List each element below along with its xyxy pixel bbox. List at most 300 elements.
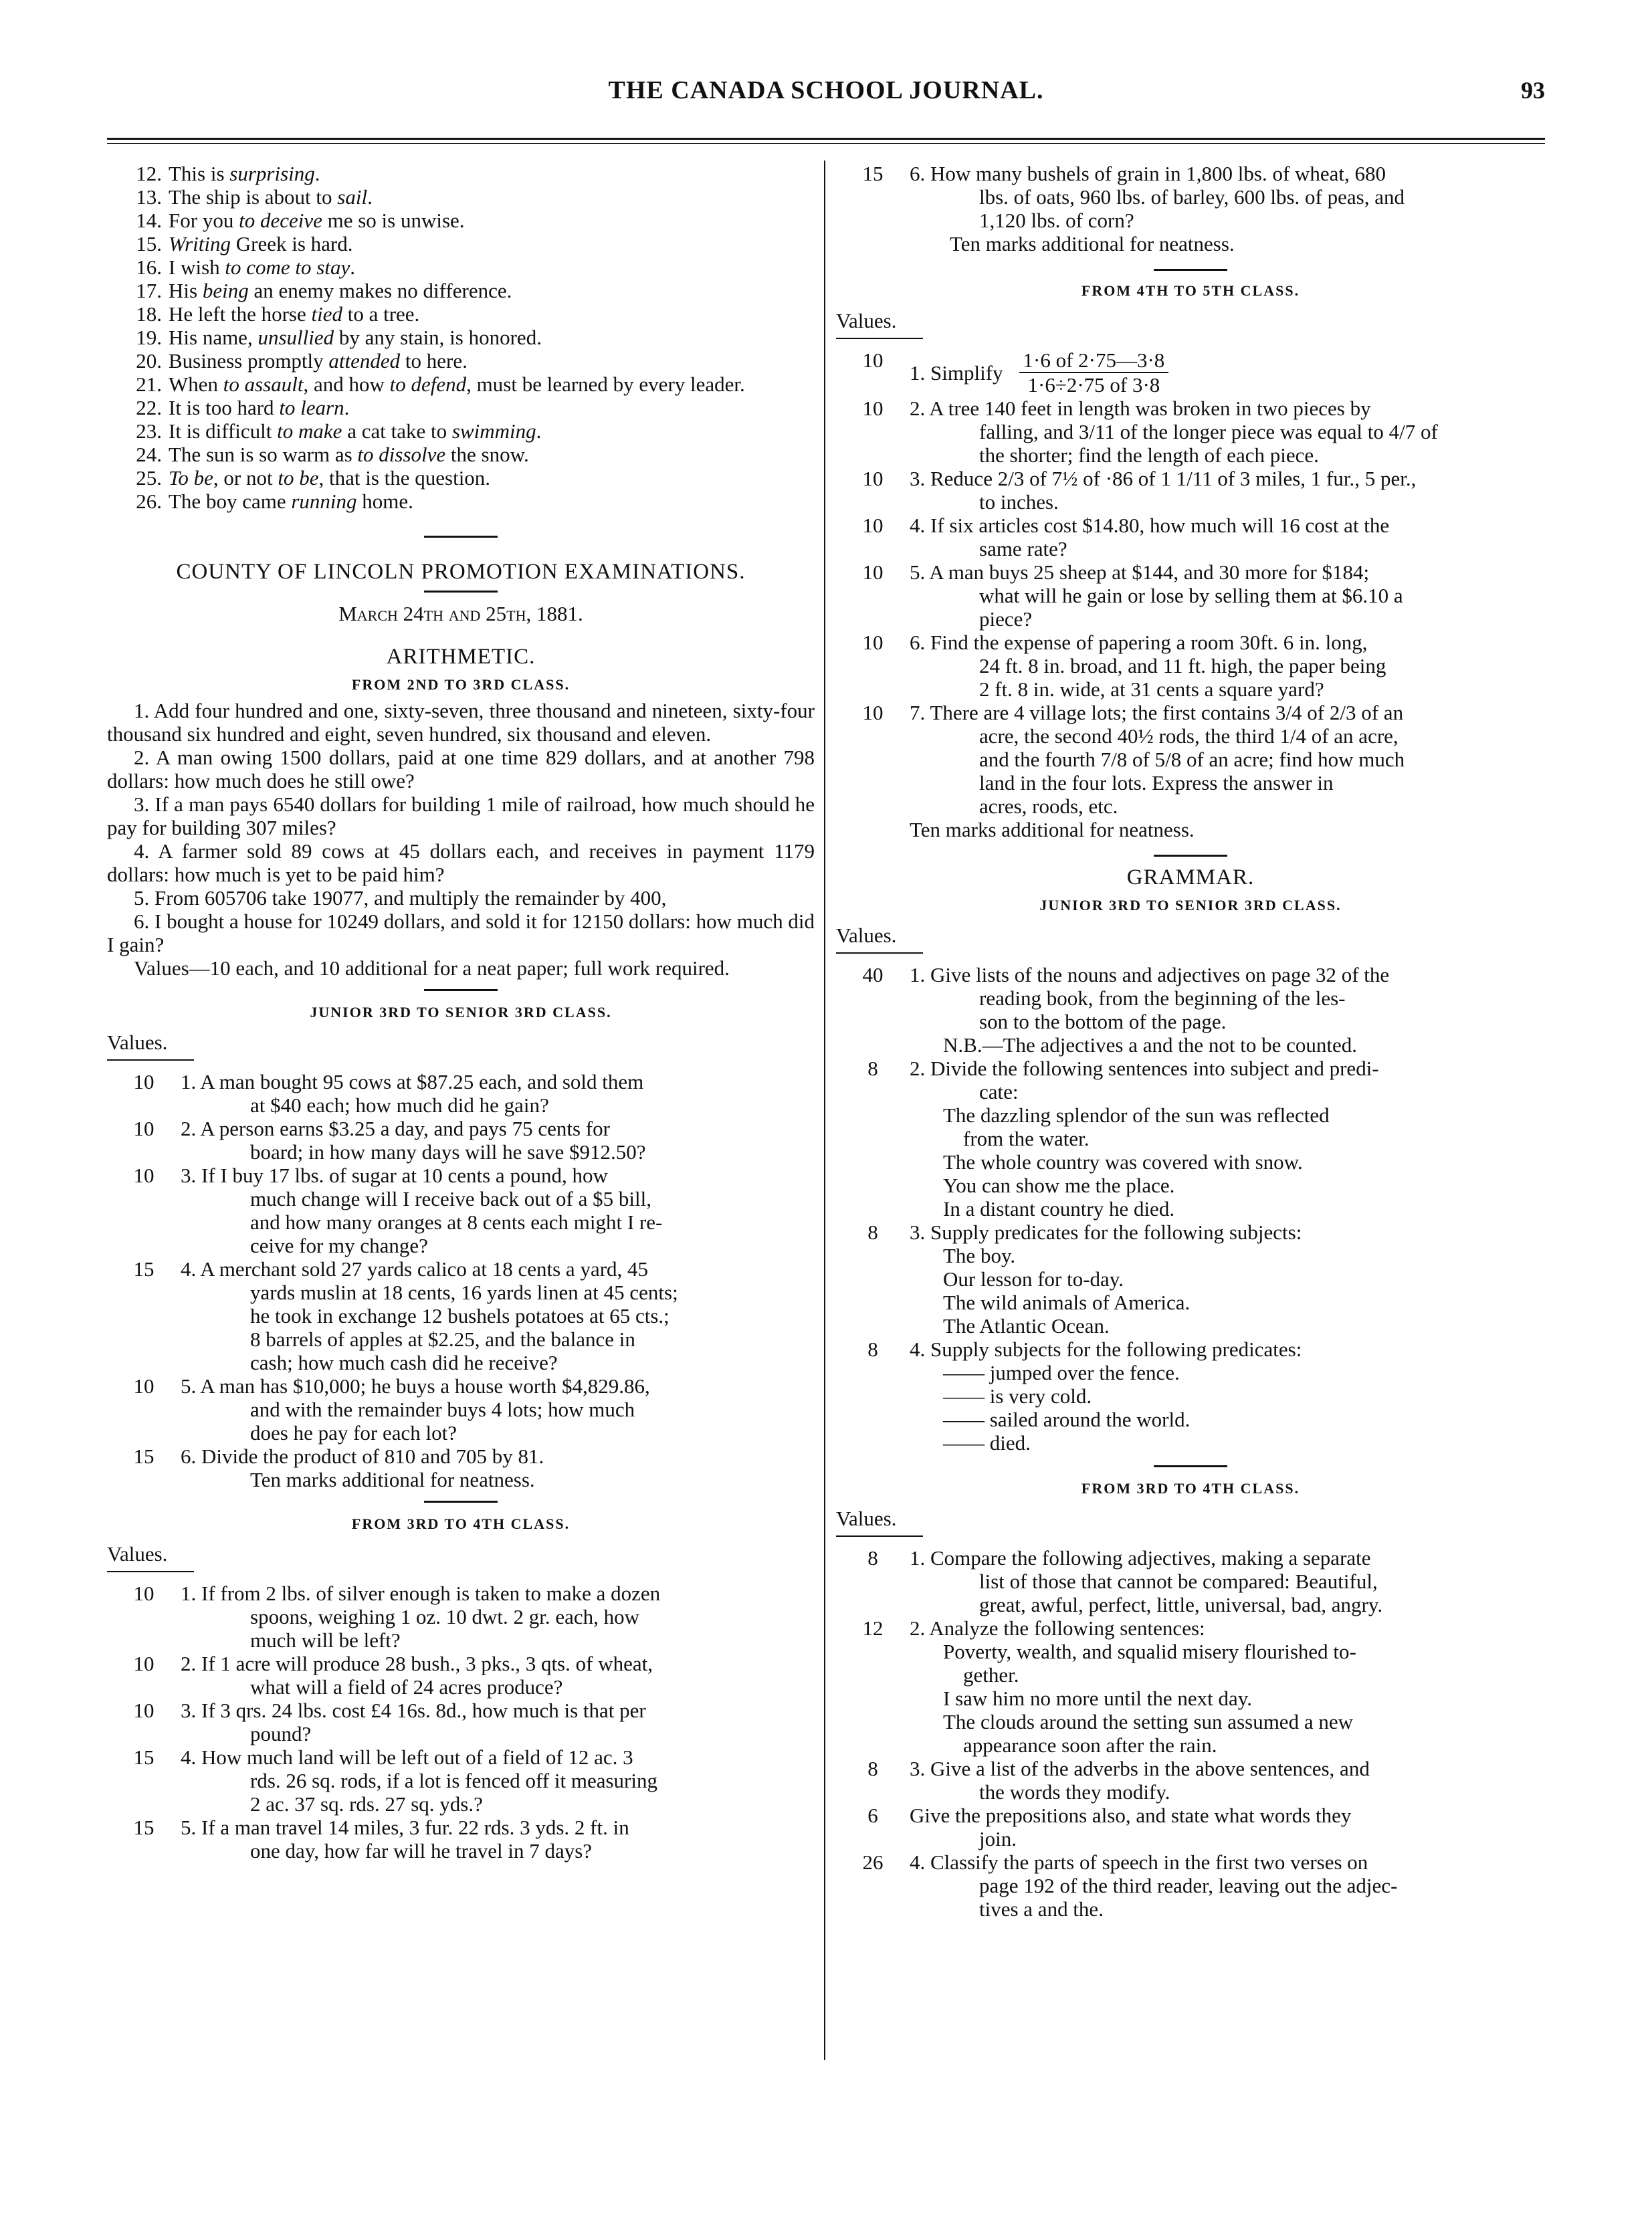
question-line: the words they modify. <box>979 1780 1170 1804</box>
sentence-line <box>107 326 815 349</box>
italic-text: to make <box>277 419 342 443</box>
question-row <box>107 1164 815 1257</box>
plain-text: It is difficult <box>169 419 278 443</box>
plain-text: , must be learned by every leader. <box>466 373 745 396</box>
question-note: The dazzling splendor of the sun was reflected <box>943 1103 1330 1127</box>
class-subhead: FROM 3RD TO 4TH CLASS. <box>1081 1480 1300 1497</box>
question-text <box>181 1164 815 1257</box>
item-number: 17. <box>136 279 162 302</box>
question-text <box>910 162 1545 232</box>
values-rule <box>836 1535 923 1537</box>
italic-text: to dissolve <box>357 443 446 466</box>
italic-text: to learn <box>279 396 344 419</box>
question-line: 3. Supply predicates for the following subjects: <box>910 1220 1302 1244</box>
plain-text: , and how <box>303 373 390 396</box>
exam-date: March 24th and 25th, 1881. <box>338 602 583 625</box>
plain-text: Greek is hard. <box>231 232 353 255</box>
question-text <box>181 1745 815 1816</box>
question-line: and how many oranges at 8 cents each might I re- <box>250 1210 663 1234</box>
plain-text: , that is the question. <box>318 466 491 490</box>
italic-text: attended <box>328 349 401 373</box>
item-number: 14. <box>136 209 162 232</box>
section-rule <box>1154 269 1227 271</box>
question-row <box>107 1699 815 1745</box>
question-line: 6. How many bushels of grain in 1,800 lbs. of wheat, 680 <box>910 162 1386 185</box>
values-label: Values. <box>836 1507 897 1530</box>
question-value: 10 <box>862 701 884 724</box>
question-text <box>910 560 1545 631</box>
sentence-line <box>107 209 815 232</box>
item-number: 16. <box>136 255 162 279</box>
item-number: 18. <box>136 302 162 326</box>
question-row <box>836 1850 1545 1921</box>
italic-text: Writing <box>169 232 231 255</box>
question-line: reading book, from the beginning of the les- <box>979 986 1346 1010</box>
question-value: 12 <box>862 1616 884 1640</box>
question-value: 10 <box>862 397 884 420</box>
question-line: tives a and the. <box>979 1897 1104 1921</box>
question-value: 10 <box>862 514 884 537</box>
question-text <box>181 1699 815 1745</box>
header-rule-thin <box>107 143 1545 144</box>
question-line: pound? <box>250 1722 312 1745</box>
sentence-line <box>107 162 815 185</box>
question-text <box>910 1057 1545 1220</box>
right-column <box>836 162 1545 1921</box>
section-title: COUNTY OF LINCOLN PROMOTION EXAMINATIONS. <box>176 560 746 584</box>
fraction-numerator: 1·6 of 2·75—3·8 <box>1019 348 1169 373</box>
question-line: acres, roods, etc. <box>979 794 1118 818</box>
plain-text: I wish <box>169 255 225 279</box>
sentence-line <box>107 396 815 419</box>
question-row <box>836 1757 1545 1804</box>
question-text <box>181 1117 815 1164</box>
class-subhead: FROM 3RD TO 4TH CLASS. <box>351 1515 571 1532</box>
question-line: Give the prepositions also, and state what words they <box>910 1804 1352 1827</box>
question-line: 24 ft. 8 in. broad, and 11 ft. high, the paper being <box>979 654 1386 677</box>
section-rule <box>424 989 498 991</box>
question-line: cash; how much cash did he receive? <box>250 1351 558 1374</box>
question-line: 3. If 3 qrs. 24 lbs. cost £4 16s. 8d., how much is that per <box>181 1699 646 1722</box>
left-column <box>107 162 815 1863</box>
question-row <box>836 514 1545 560</box>
question-line: 4. If six articles cost $14.80, how much will 16 cost at the <box>910 514 1390 537</box>
question-paragraph: 5. From 605706 take 19077, and multiply the remainder by 400, <box>134 886 667 910</box>
question-value: 8 <box>867 1757 878 1780</box>
simplify-label: 1. Simplify <box>910 360 1003 385</box>
question-line: cate: <box>979 1080 1019 1103</box>
question-line: join. <box>979 1827 1017 1850</box>
italic-text: to come to stay <box>225 255 350 279</box>
question-value: 8 <box>867 1220 878 1244</box>
question-line: 1. If from 2 lbs. of silver enough is taken to make a dozen <box>181 1582 661 1605</box>
question-row <box>107 1445 815 1491</box>
italic-text: swimming <box>451 419 536 443</box>
question-row <box>836 560 1545 631</box>
question-note: —— jumped over the fence. <box>943 1361 1180 1384</box>
question-line: does he pay for each lot? <box>250 1421 457 1445</box>
question-row <box>836 1616 1545 1757</box>
question-note: I saw him no more until the next day. <box>943 1687 1253 1710</box>
class-subhead: JUNIOR 3RD TO SENIOR 3RD CLASS. <box>310 1004 612 1021</box>
question-row <box>836 1220 1545 1338</box>
question-row <box>836 467 1545 514</box>
item-number: 20. <box>136 349 162 373</box>
question-line: 3. Give a list of the adverbs in the above sentences, and <box>910 1757 1370 1780</box>
question-line: 5. A man has $10,000; he buys a house worth $4,829.86, <box>181 1374 650 1398</box>
question-line: list of those that cannot be compared: Beautiful, <box>979 1570 1378 1593</box>
question-note: The whole country was covered with snow. <box>943 1150 1303 1174</box>
question-value: 6 <box>867 1804 878 1827</box>
plain-text: The boy came <box>169 490 292 513</box>
question-note: —— died. <box>943 1431 1031 1455</box>
plain-text: When <box>169 373 223 396</box>
question-line: 5. If a man travel 14 miles, 3 fur. 22 rds. 3 yds. 2 ft. in <box>181 1816 629 1839</box>
question-line: 2. If 1 acre will produce 28 bush., 3 pks., 3 qts. of wheat, <box>181 1652 653 1675</box>
question-text <box>181 1445 815 1491</box>
question-line: page 192 of the third reader, leaving out the adjec- <box>979 1874 1398 1897</box>
sentence-line <box>107 232 815 255</box>
journal-title: THE CANADA SCHOOL JOURNAL. <box>608 76 1044 104</box>
question-value: 15 <box>133 1816 154 1839</box>
values-rule <box>836 338 923 339</box>
column-divider <box>824 161 825 2060</box>
question-value: 15 <box>862 162 884 185</box>
italic-text: sail <box>337 185 368 209</box>
question-note: Poverty, wealth, and squalid misery flourished to- <box>943 1640 1356 1663</box>
values-rule <box>107 1059 194 1061</box>
question-line: much will be left? <box>250 1628 401 1652</box>
class-subhead: FROM 2ND TO 3RD CLASS. <box>351 676 571 693</box>
question-value: 10 <box>133 1070 154 1093</box>
question-line: 2. Analyze the following sentences: <box>910 1616 1205 1640</box>
plain-text: The sun is so warm as <box>169 443 358 466</box>
values-rule <box>836 952 923 954</box>
question-row <box>107 1652 815 1699</box>
question-row <box>836 397 1545 467</box>
question-value: 40 <box>862 963 884 986</box>
question-row <box>836 162 1545 232</box>
question-value: 10 <box>133 1699 154 1722</box>
plain-text: to a tree. <box>342 302 420 326</box>
question-text <box>910 1850 1545 1921</box>
question-line: much change will I receive back out of a $5 bill, <box>250 1187 651 1210</box>
sentence-line <box>107 349 815 373</box>
question-paragraph: Values—10 each, and 10 additional for a neat paper; full work required. <box>134 956 730 980</box>
question-row <box>107 1070 815 1117</box>
plain-text: . <box>350 255 355 279</box>
question-line: 4. A merchant sold 27 yards calico at 18 cents a yard, 45 <box>181 1257 649 1281</box>
question-text <box>181 1070 815 1117</box>
question-line: spoons, weighing 1 oz. 10 dwt. 2 gr. each, how <box>250 1605 640 1628</box>
question-line: 4. Supply subjects for the following predicates: <box>910 1338 1302 1361</box>
question-text <box>910 1220 1545 1338</box>
question-note: appearance soon after the rain. <box>963 1733 1217 1757</box>
item-number: 25. <box>136 466 162 490</box>
item-number: 24. <box>136 443 162 466</box>
question-line: land in the four lots. Express the answer in <box>979 771 1334 794</box>
question-value: 8 <box>867 1338 878 1361</box>
question-row <box>836 1546 1545 1616</box>
question-text <box>181 1652 815 1699</box>
plain-text: This is <box>169 162 230 185</box>
question-value: 10 <box>862 467 884 490</box>
question-note: The clouds around the setting sun assumed a new <box>943 1710 1353 1733</box>
sentence-line <box>107 373 815 396</box>
question-paragraph: 3. If a man pays 6540 dollars for building 1 mile of railroad, how much should he pay for building 307 miles? <box>107 792 815 839</box>
question-text <box>181 1374 815 1445</box>
question-value: 10 <box>133 1117 154 1140</box>
question-value: 10 <box>862 560 884 584</box>
plain-text: by any stain, is honored. <box>334 326 542 349</box>
question-line: 2. A tree 140 feet in length was broken in two pieces by <box>910 397 1371 420</box>
question-value: 10 <box>133 1582 154 1605</box>
question-row <box>107 1582 815 1652</box>
section-rule <box>424 1501 498 1503</box>
question-text <box>181 1582 815 1652</box>
section-rule <box>1154 855 1227 857</box>
question-paragraph: 6. I bought a house for 10249 dollars, and sold it for 12150 dollars: how much did I gain? <box>107 910 815 956</box>
question-line: 6. Find the expense of papering a room 30ft. 6 in. long, <box>910 631 1368 654</box>
italic-text: to be <box>278 466 319 490</box>
plain-text: His <box>169 279 203 302</box>
item-number: 21. <box>136 373 162 396</box>
italic-text: tied <box>311 302 342 326</box>
question-line: great, awful, perfect, little, universal, bad, angry. <box>979 1593 1383 1616</box>
plain-text: . <box>536 419 542 443</box>
class-subhead: FROM 4TH TO 5TH CLASS. <box>1081 282 1300 299</box>
plain-text: an enemy makes no difference. <box>248 279 512 302</box>
question-line: 3. Reduce 2/3 of 7½ of ·86 of 1 1/11 of 3 miles, 1 fur., 5 per., <box>910 467 1417 490</box>
question-row <box>836 1338 1545 1455</box>
question-note: The wild animals of America. <box>943 1291 1191 1314</box>
plain-text: . <box>367 185 373 209</box>
sentence-line <box>107 279 815 302</box>
italic-text: unsullied <box>257 326 334 349</box>
question-line: 5. A man buys 25 sheep at $144, and 30 more for $184; <box>910 560 1370 584</box>
question-row <box>836 631 1545 701</box>
grammar-title: GRAMMAR. <box>1126 865 1255 889</box>
question-line: same rate? <box>979 537 1067 560</box>
plain-text: The ship is about to <box>169 185 338 209</box>
plain-text: home. <box>356 490 413 513</box>
question-text <box>181 1816 815 1863</box>
question-value: 15 <box>133 1445 154 1468</box>
question-line: Ten marks additional for neatness. <box>250 1468 535 1491</box>
sentence-line <box>107 255 815 279</box>
sentence-line <box>107 443 815 466</box>
question-line: 1. Compare the following adjectives, making a separate <box>910 1546 1371 1570</box>
plain-text: me so is unwise. <box>322 209 465 232</box>
plain-text: He left the horse <box>169 302 312 326</box>
item-number: 19. <box>136 326 162 349</box>
question-line: 1. Give lists of the nouns and adjectives on page 32 of the <box>910 963 1390 986</box>
question-row <box>836 963 1545 1057</box>
question-row <box>836 1057 1545 1220</box>
item-number: 22. <box>136 396 162 419</box>
question-line: lbs. of oats, 960 lbs. of barley, 600 lbs. of peas, and <box>979 185 1405 209</box>
question-line: 2 ac. 37 sq. rds. 27 sq. yds.? <box>250 1792 483 1816</box>
section-rule <box>424 536 498 538</box>
plain-text: Business promptly <box>169 349 329 373</box>
question-line: 7. There are 4 village lots; the first contains 3/4 of 2/3 of an <box>910 701 1404 724</box>
question-paragraph: 4. A farmer sold 89 cows at 45 dollars each, and receives in payment 1179 dollars: how much is yet to be paid him? <box>107 839 815 886</box>
question-line: 2. A person earns $3.25 a day, and pays 75 cents for <box>181 1117 610 1140</box>
plain-text: It is too hard <box>169 396 280 419</box>
question-line: and with the remainder buys 4 lots; how much <box>250 1398 635 1421</box>
sentence-line <box>107 419 815 443</box>
question-text <box>910 631 1545 701</box>
question-line: acre, the second 40½ rods, the third 1/4 of an acre, <box>979 724 1399 748</box>
question-line: 1,120 lbs. of corn? <box>979 209 1134 232</box>
question-line: ceive for my change? <box>250 1234 428 1257</box>
plain-text: , or not <box>213 466 278 490</box>
question-row <box>107 1745 815 1816</box>
values-label: Values. <box>836 309 897 332</box>
question-text <box>910 701 1545 818</box>
question-text <box>910 467 1545 514</box>
question-note: Our lesson for to-day. <box>943 1267 1124 1291</box>
plain-text: His name, <box>169 326 258 349</box>
question-value: 8 <box>867 1546 878 1570</box>
section-rule <box>424 591 498 593</box>
question-line: 1. A man bought 95 cows at $87.25 each, and sold them <box>181 1070 644 1093</box>
question-line: to inches. <box>979 490 1059 514</box>
italic-text: to deceive <box>239 209 322 232</box>
simplify-expression <box>910 348 1545 397</box>
question-line: piece? <box>979 607 1033 631</box>
plain-text: . <box>344 396 350 419</box>
question-note: —— sailed around the world. <box>943 1408 1191 1431</box>
page-number: 93 <box>1521 77 1545 104</box>
plain-text: a cat take to <box>342 419 452 443</box>
question-line: 3. If I buy 17 lbs. of sugar at 10 cents a pound, how <box>181 1164 608 1187</box>
italic-text: surprising <box>229 162 315 185</box>
question-value: 10 <box>862 348 884 372</box>
question-value: 15 <box>133 1745 154 1769</box>
values-rule <box>107 1571 194 1572</box>
question-row <box>107 1374 815 1445</box>
question-text <box>910 397 1545 467</box>
sentence-line <box>107 466 815 490</box>
question-line: he took in exchange 12 bushels potatoes at 65 cts.; <box>250 1304 669 1327</box>
question-value: 8 <box>867 1057 878 1080</box>
question-line: 2. Divide the following sentences into subject and predi- <box>910 1057 1379 1080</box>
italic-text: being <box>202 279 249 302</box>
fraction <box>1019 348 1169 397</box>
question-value: 10 <box>133 1164 154 1187</box>
question-row <box>107 1816 815 1863</box>
question-paragraph: 2. A man owing 1500 dollars, paid at one time 829 dollars, and at another 798 dollars: how much does he still owe? <box>107 746 815 792</box>
question-text <box>910 1616 1545 1757</box>
question-line: one day, how far will he travel in 7 days? <box>250 1839 593 1863</box>
question-text <box>181 1257 815 1374</box>
question-note: You can show me the place. <box>943 1174 1175 1197</box>
sentence-line <box>107 185 815 209</box>
question-note: The boy. <box>943 1244 1016 1267</box>
header-rule <box>107 138 1545 140</box>
question-line: 8 barrels of apples at $2.25, and the balance in <box>250 1327 635 1351</box>
fraction-denominator: 1·6÷2·75 of 3·8 <box>1027 373 1160 397</box>
values-label: Values. <box>107 1031 168 1054</box>
item-number: 13. <box>136 185 162 209</box>
question-row <box>107 1257 815 1374</box>
plain-text: to here. <box>400 349 468 373</box>
question-line: what will a field of 24 acres produce? <box>250 1675 563 1699</box>
question-note: The Atlantic Ocean. <box>943 1314 1110 1338</box>
italic-text: to assault <box>223 373 304 396</box>
plain-text: For you <box>169 209 239 232</box>
values-label: Values. <box>836 924 897 947</box>
question-note: from the water. <box>963 1127 1090 1150</box>
neatness-note: Ten marks additional for neatness. <box>950 232 1235 255</box>
question-text <box>910 348 1545 397</box>
question-line: and the fourth 7/8 of 5/8 of an acre; find how much <box>979 748 1405 771</box>
item-number: 15. <box>136 232 162 255</box>
item-number: 12. <box>136 162 162 185</box>
question-note: —— is very cold. <box>943 1384 1092 1408</box>
question-paragraph: 1. Add four hundred and one, sixty-seven, three thousand and nineteen, sixty-four thousand six hundred and eight, seven hundred, six thousand and eleven. <box>107 699 815 746</box>
question-value: 10 <box>133 1652 154 1675</box>
question-line: 6. Divide the product of 810 and 705 by 81. <box>181 1445 544 1468</box>
question-line: 4. How much land will be left out of a field of 12 ac. 3 <box>181 1745 633 1769</box>
section-rule <box>1154 1465 1227 1467</box>
sentence-line <box>107 490 815 513</box>
question-value: 26 <box>862 1850 884 1874</box>
question-row <box>107 1117 815 1164</box>
question-line: 4. Classify the parts of speech in the first two verses on <box>910 1850 1368 1874</box>
sentence-line <box>107 302 815 326</box>
question-value: 15 <box>133 1257 154 1281</box>
question-line: board; in how many days will he save $912.50? <box>250 1140 646 1164</box>
question-line: falling, and 3/11 of the longer piece was equal to 4/7 of <box>979 420 1438 443</box>
question-line: rds. 26 sq. rods, if a lot is fenced off it measuring <box>250 1769 657 1792</box>
question-line: the shorter; find the length of each piece. <box>979 443 1319 467</box>
item-number: 26. <box>136 490 162 513</box>
question-text <box>910 1546 1545 1616</box>
question-text <box>910 1804 1545 1850</box>
item-number: 23. <box>136 419 162 443</box>
question-value: 10 <box>133 1374 154 1398</box>
question-row <box>836 1804 1545 1850</box>
question-line: 2 ft. 8 in. wide, at 31 cents a square yard? <box>979 677 1324 701</box>
question-text <box>910 963 1545 1057</box>
question-note: N.B.—The adjectives a and the not to be counted. <box>943 1033 1357 1057</box>
question-text <box>910 514 1545 560</box>
values-label: Values. <box>107 1542 168 1566</box>
plain-text: . <box>314 162 320 185</box>
page-header <box>107 76 1545 119</box>
question-row <box>836 348 1545 397</box>
question-note: gether. <box>963 1663 1019 1687</box>
question-text <box>910 1757 1545 1804</box>
question-line: at $40 each; how much did he gain? <box>250 1093 549 1117</box>
question-row <box>836 701 1545 818</box>
arithmetic-title: ARITHMETIC. <box>386 645 536 669</box>
question-note: In a distant country he died. <box>943 1197 1175 1220</box>
question-line: yards muslin at 18 cents, 16 yards linen at 45 cents; <box>250 1281 678 1304</box>
italic-text: running <box>291 490 357 513</box>
question-value: 10 <box>862 631 884 654</box>
neatness-note: Ten marks additional for neatness. <box>910 818 1195 841</box>
question-line: son to the bottom of the page. <box>979 1010 1227 1033</box>
class-subhead: JUNIOR 3RD TO SENIOR 3RD CLASS. <box>1039 897 1342 914</box>
italic-text: to defend <box>389 373 467 396</box>
question-text <box>910 1338 1545 1455</box>
question-line: what will he gain or lose by selling them at $6.10 a <box>979 584 1403 607</box>
plain-text: the snow. <box>445 443 529 466</box>
italic-text: To be <box>169 466 213 490</box>
